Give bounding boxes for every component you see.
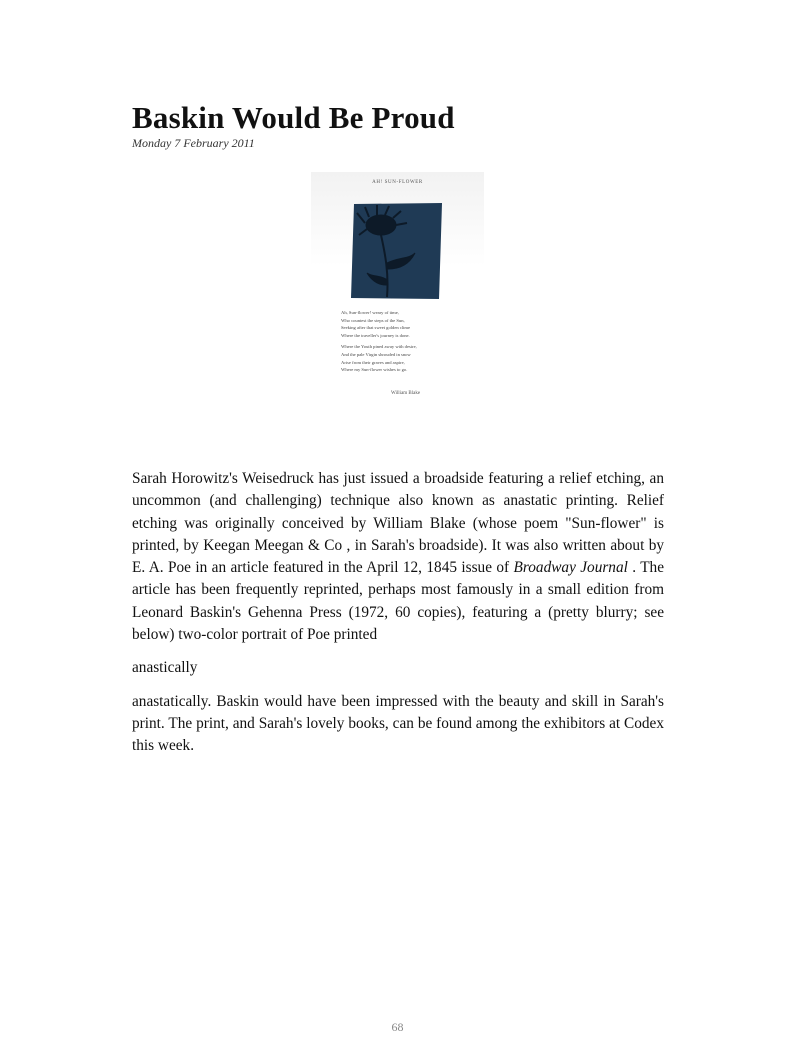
- poem-stanza: [341, 343, 471, 373]
- paragraph: [132, 468, 664, 646]
- journal-title: Broadway Journal: [513, 559, 628, 577]
- etching-plate: [351, 203, 442, 299]
- poem-line: Seeking after that sweet golden clime: [341, 325, 411, 331]
- poem-line: Who countest the steps of the Sun,: [341, 317, 405, 323]
- paragraph: anastically: [132, 659, 198, 677]
- sunflower-head: [366, 215, 396, 235]
- poem-stanza: [341, 309, 471, 339]
- paragraph-text: . The article has been frequently reprinted, perhaps most famously in a small edition from Leonard Baskin's Gehenna Press (1972, 60 copies), featuring a (pretty blurry; see below) two-color portrait of Poe printed: [132, 559, 664, 644]
- article-body: [132, 468, 664, 769]
- poem-line: Where my Sun-flower wishes to go.: [341, 367, 408, 373]
- poem-text: [341, 309, 471, 378]
- sunflower-etching: [351, 203, 442, 299]
- paragraph: anastatically. Baskin would have been impressed with the beauty and skill in Sarah's print. The print, and Sarah's lovely books, can be found among the exhibitors at Codex this week.: [132, 692, 664, 755]
- page-title: Baskin Would Be Proud: [132, 100, 455, 135]
- poem-line: Where the traveller's journey is done.: [341, 332, 410, 338]
- page-number: 68: [391, 1020, 404, 1034]
- paragraph-text: Sarah Horowitz's Weisedruck has just issued a broadside featuring a relief etching, an uncommon (and challenging) technique also known as anastatic printing. Relief etching was originally conceived by William Blake (whose poem "Sun-flower" is printed, by Keegan Meegan & Co , in Sarah's broadside). It was also written about by E. A. Poe in an article featured in the April 12, 1845 issue of: [132, 470, 664, 577]
- poem-line: Ah, Sun-flower! weary of time,: [341, 310, 399, 315]
- broadside-heading: AH! SUN-FLOWER: [372, 180, 423, 185]
- poem-line: And the pale Virgin shrouded in snow: [341, 351, 411, 357]
- poem-author: William Blake: [391, 391, 421, 396]
- broadside-image: [311, 172, 484, 408]
- poem-line: Arise from their graves and aspire,: [341, 359, 405, 365]
- post-date: Monday 7 February 2011: [132, 136, 255, 150]
- poem-line: Where the Youth pined away with desire,: [341, 344, 417, 350]
